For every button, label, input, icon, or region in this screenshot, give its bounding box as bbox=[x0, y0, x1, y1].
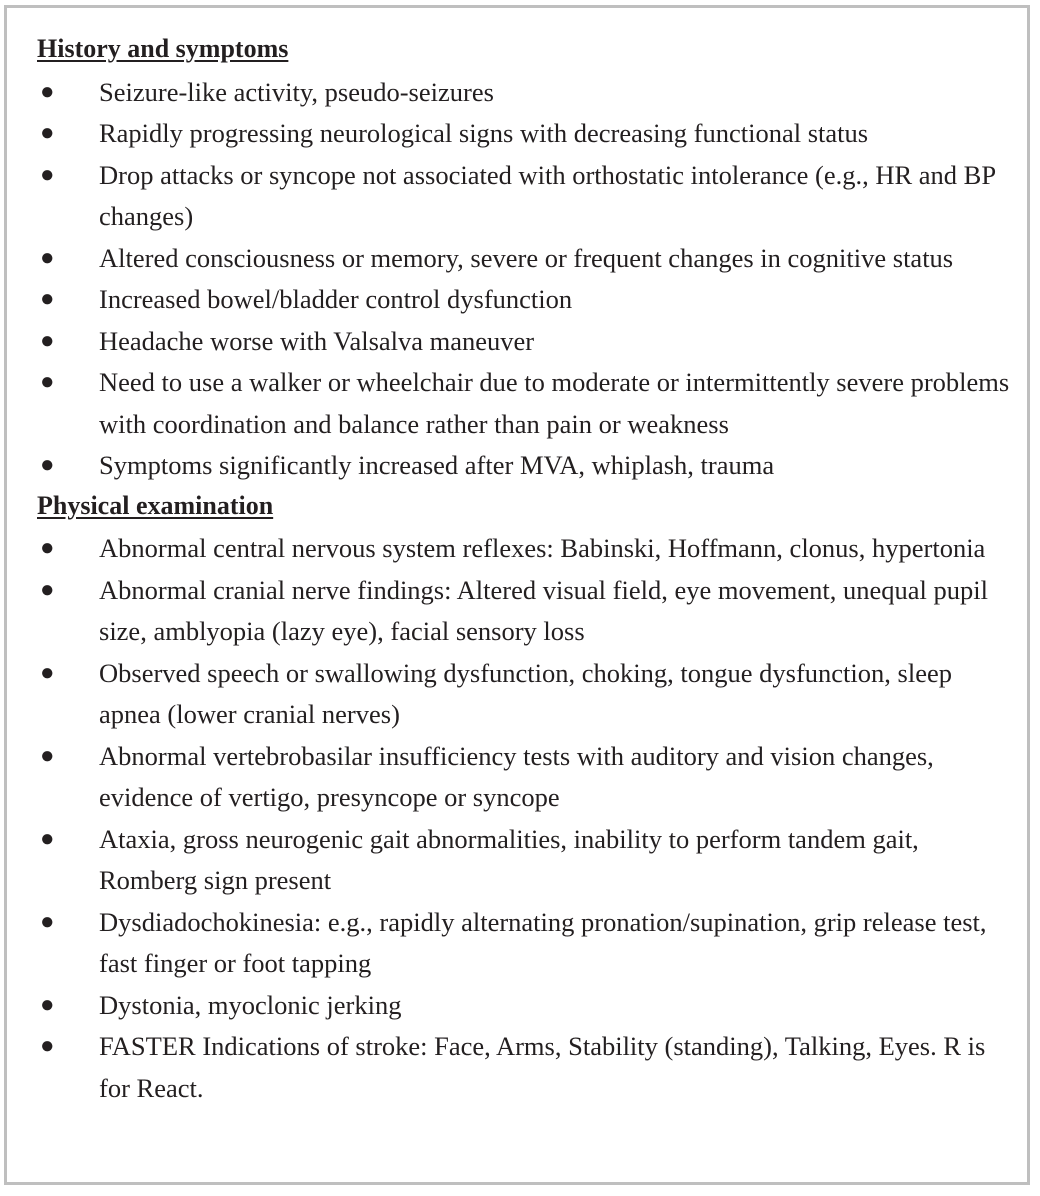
list-item bbox=[37, 155, 1017, 238]
list-item-text: Drop attacks or syncope not associated with orthostatic intolerance (e.g., HR and BP changes) bbox=[99, 159, 996, 231]
bullet-icon: ● bbox=[40, 120, 55, 146]
bullet-icon: ● bbox=[40, 369, 55, 395]
list-item bbox=[37, 902, 1017, 985]
list-item-text: Abnormal cranial nerve findings: Altered visual field, eye movement, unequal pupil size, amblyopia (lazy eye), facial sensory loss bbox=[99, 574, 988, 646]
list-item bbox=[37, 653, 1017, 736]
list-item bbox=[37, 445, 1017, 487]
bullet-icon: ● bbox=[40, 244, 55, 271]
bullet-icon: ● bbox=[40, 286, 55, 312]
list-item-text: Increased bowel/bladder control dysfunction bbox=[99, 284, 573, 314]
bullet-icon: ● bbox=[40, 452, 55, 478]
list-item bbox=[37, 819, 1017, 902]
list-item bbox=[37, 570, 1017, 653]
section-heading: Physical examination bbox=[37, 490, 274, 520]
list-item-text: Abnormal vertebrobasilar insufficiency tests with auditory and vision changes, evidence of vertigo, presyncope or syncope bbox=[99, 740, 934, 812]
list-item-text: FASTER Indications of stroke: Face, Arms, Stability (standing), Talking, Eyes. R is for React. bbox=[99, 1031, 986, 1103]
list-item bbox=[37, 362, 1017, 445]
bullet-icon: ● bbox=[40, 161, 55, 188]
list-item bbox=[37, 321, 1017, 363]
list-item-text: Headache worse with Valsalva maneuver bbox=[99, 325, 535, 356]
list-item-text: Ataxia, gross neurogenic gait abnormalities, inability to perform tandem gait, Romberg sign present bbox=[99, 823, 919, 895]
list-item bbox=[37, 279, 1017, 321]
list-item-text: Observed speech or swallowing dysfunction, choking, tongue dysfunction, sleep apnea (lower cranial nerves) bbox=[99, 657, 952, 729]
list-item-text: Rapidly progressing neurological signs with decreasing functional status bbox=[99, 118, 869, 148]
list-item-text: Symptoms significantly increased after MVA, whiplash, trauma bbox=[99, 450, 775, 480]
section-heading: History and symptoms bbox=[37, 34, 289, 63]
bullet-list bbox=[37, 72, 1017, 487]
bullet-list bbox=[37, 528, 1017, 1109]
table-content bbox=[37, 30, 1017, 1109]
bullet-icon: ● bbox=[40, 991, 55, 1018]
list-item-text: Altered consciousness or memory, severe or frequent changes in cognitive status bbox=[99, 242, 954, 273]
list-item bbox=[37, 528, 1017, 570]
section-physical-examination bbox=[37, 487, 1017, 1110]
table-frame bbox=[4, 5, 1030, 1185]
bullet-icon: ● bbox=[40, 78, 55, 105]
list-item bbox=[37, 736, 1017, 819]
bullet-icon: ● bbox=[40, 825, 55, 852]
list-item bbox=[37, 238, 1017, 280]
list-item-text: Dysdiadochokinesia: e.g., rapidly alternating pronation/supination, grip release test, fast finger or foot tapping bbox=[99, 906, 987, 978]
bullet-icon: ● bbox=[40, 659, 55, 686]
list-item bbox=[37, 72, 1017, 114]
section-history-and-symptoms bbox=[37, 30, 1017, 487]
list-item-text: Seizure-like activity, pseudo-seizures bbox=[99, 76, 494, 107]
list-item-text: Abnormal central nervous system reflexes: Babinski, Hoffmann, clonus, hypertonia bbox=[99, 533, 986, 563]
list-item bbox=[37, 1026, 1017, 1109]
bullet-icon: ● bbox=[40, 535, 55, 561]
bullet-icon: ● bbox=[40, 908, 55, 935]
bullet-icon: ● bbox=[40, 327, 55, 354]
list-item bbox=[37, 113, 1017, 155]
bullet-icon: ● bbox=[40, 742, 55, 769]
list-item-text: Dystonia, myoclonic jerking bbox=[99, 989, 402, 1020]
bullet-icon: ● bbox=[40, 1033, 55, 1059]
bullet-icon: ● bbox=[40, 576, 55, 603]
list-item-text: Need to use a walker or wheelchair due to moderate or intermittently severe problems with coordination and balance rather than pain or weakness bbox=[99, 367, 1010, 439]
list-item bbox=[37, 985, 1017, 1027]
